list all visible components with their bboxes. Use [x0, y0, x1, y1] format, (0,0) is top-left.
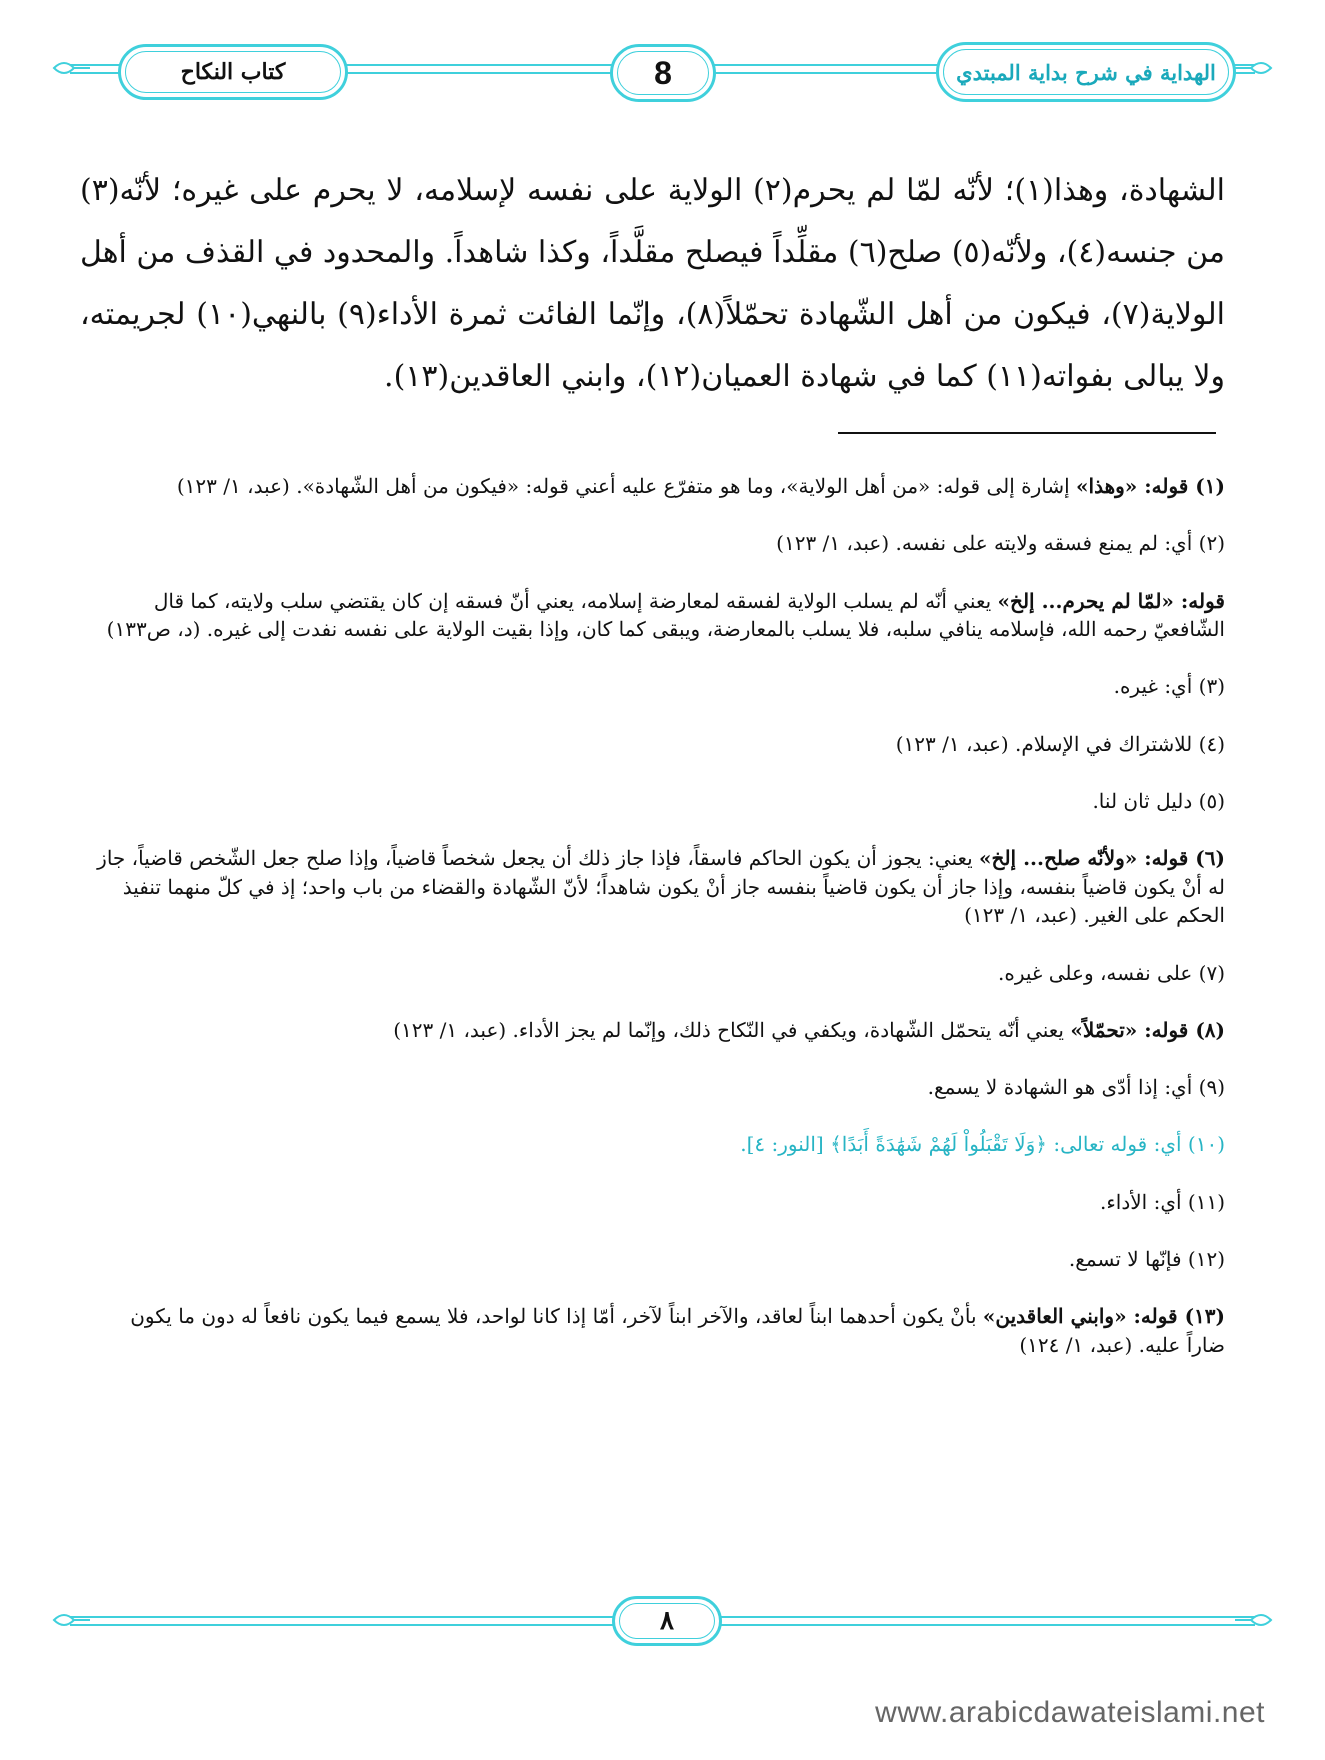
main-text-block: [80, 160, 1225, 408]
chapter-title: كتاب النكاح: [180, 59, 286, 85]
footnote-8: (٨) قوله: «تحمّلاً» يعني أنّه يتحمّل الشّهادة، ويكفي في النّكاح ذلك، وإنّما لم يجز الأداء. (عبد، ١/ ١٢٣): [393, 1017, 1225, 1042]
footnote-10: (١٠) أي: قوله تعالى: ﴿وَلَا تَقْبَلُواْ لَهُمْ شَهَٰدَةً أَبَدًا﴾ [النور: ٤].: [740, 1132, 1225, 1157]
footnote-7: (٧) على نفسه، وعلى غيره.: [998, 960, 1225, 985]
footnote-12: (١٢) فإنّها لا تسمع.: [1068, 1247, 1225, 1272]
ornament-icon: [1233, 1608, 1273, 1632]
ornament-icon: [52, 56, 92, 80]
ornament-icon: [52, 1608, 92, 1632]
footnote-2: (٢) أي: لم يمنع فسقه ولايته على نفسه. (عبد، ١/ ١٢٣): [776, 531, 1225, 556]
footnotes: [88, 472, 1225, 1388]
footer-page-number: ٨: [660, 1606, 674, 1636]
footnote-13: (١٣) قوله: «وابني العاقدين» بأنْ يكون أحدهما ابناً لعاقد، والآخر ابناً لآخر، أمّا إذا كانا لواحد، فلا يسمع فيما يكون نافعاً له دون ما يكون ضاراً عليه. (عبد، ١/ ١٢٤): [130, 1304, 1225, 1357]
footnote-3: (٣) أي: غيره.: [1113, 674, 1225, 699]
footnote-11: (١١) أي: الأداء.: [1100, 1189, 1225, 1214]
page-number: 8: [654, 54, 672, 91]
footer-page-badge: [612, 1596, 722, 1646]
page-header: [0, 0, 1325, 160]
book-title-badge: [936, 42, 1236, 102]
footnote-1: (١) قوله: «وهذا» إشارة إلى قوله: «من أهل الولاية»، وما هو متفرّع عليه أعني قوله: «فيكون من أهل الشّهادة». (عبد، ١/ ١٢٣): [176, 474, 1225, 498]
footnote-2-commentary: قوله: «لمّا لم يحرم... إلخ» يعني أنّه لم يسلب الولاية لفسقه لمعارضة إسلامه، يعني أنّ فسقه إن كان يقتضي سلب ولايته، كما قال الشّافعيّ رحمه الله، فإسلامه ينافي سلبه، فلا يسلب بالمعارضة، ويبقى كما كان، وإذا بقيت الولاية على نفسه نفدت إلى غيره. (د، ص١٣٣): [106, 588, 1225, 642]
ornament-icon: [1233, 56, 1273, 80]
book-title: الهداية في شرح بداية المبتدي: [956, 59, 1216, 85]
footnote-6: (٦) قوله: «ولأنّه صلح... إلخ» يعني: يجوز أن يكون الحاكم فاسقاً، فإذا جاز ذلك أن يجعل شخصاً قاضياً، وإذا صلح جعل الشّخص قاضياً، جاز له أنْ يكون قاضياً بنفسه، وإذا جاز أن يكون قاضياً بنفسه جاز أنْ يكون شاهداً؛ لأنّ الشّهادة والقضاء من باب واحد؛ إذ في كلّ منهما تنفيذ الحكم على الغير. (عبد، ١/ ١٢٣): [97, 846, 1225, 928]
chapter-title-badge: [118, 44, 348, 100]
footnote-5: (٥) دليل ثان لنا.: [1092, 788, 1225, 813]
website-url: www.arabicdawateislami.net: [875, 1696, 1265, 1729]
footnote-separator: [838, 432, 1216, 434]
page-number-badge: [610, 44, 716, 102]
main-paragraph: الشهادة، وهذا(١)؛ لأنّه لمّا لم يحرم(٢) الولاية على نفسه لإسلامه، لا يحرم على غيره؛ لأنّه(٣) من جنسه(٤)، ولأنّه(٥) صلح(٦) مقلِّداً فيصلح مقلَّداً، وكذا شاهداً. والمحدود في القذف من أهل الولاية(٧)، فيكون من أهل الشّهادة تحمّلاً(٨)، وإنّما الفائت ثمرة الأداء(٩) بالنهي(١٠) لجريمته، ولا يبالى بفواته(١١) كما في شهادة العميان(١٢)، وابني العاقدين(١٣).: [80, 173, 1225, 394]
footnote-9: (٩) أي: إذا أدّى هو الشهادة لا يسمع.: [927, 1075, 1225, 1100]
footnote-4: (٤) للاشتراك في الإسلام. (عبد، ١/ ١٢٣): [895, 731, 1225, 756]
